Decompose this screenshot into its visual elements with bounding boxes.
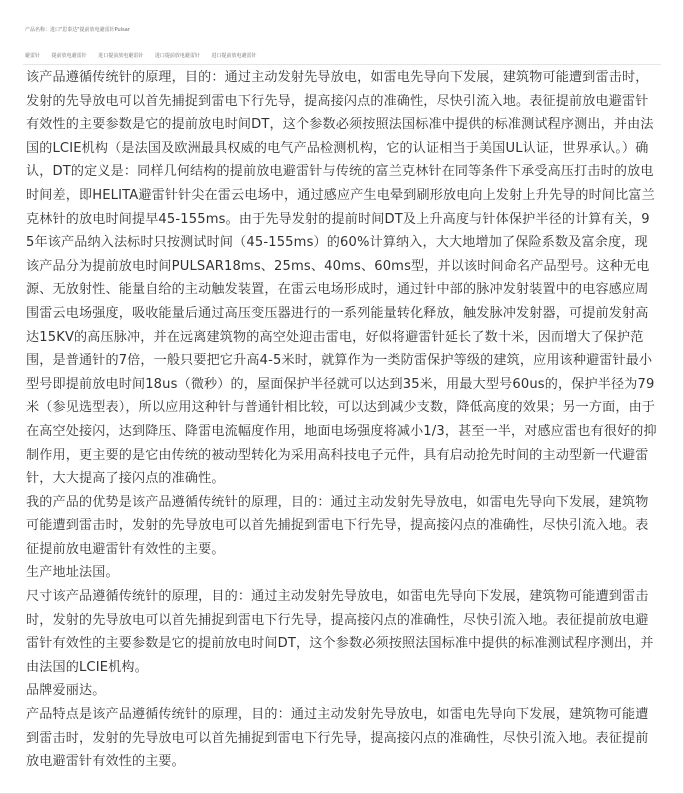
product-name-breadcrumb: 产品名称：进口"思泰达"提前放电避雷针Pulsar (25, 27, 130, 33)
paragraph-size: 尺寸该产品遵循传统针的原理，目的：通过主动发射先导放电，如雷电先导向下发展，建筑物可能遭到雷击时，发射的先导放电可以首先捕捉到雷电下行先导，提高接闪点的准确性，尽快引流入地。表征提前放电避雷针有效性的主要参数是它的提前放电时间DT，这个参数必须按照法国标准中提供的标准测试程序测出，并由法国的LCIE机构。 (26, 589, 654, 675)
paragraph-brand: 品牌爱丽达。 (26, 683, 106, 699)
keyword-tag[interactable]: 提前放电避雷针 (51, 53, 87, 59)
keyword-tag[interactable]: 进口提前放电避雷针 (211, 53, 257, 59)
keyword-tag[interactable]: 进口提前放电避雷针 (98, 53, 144, 59)
keyword-tags (25, 52, 266, 59)
keyword-tag[interactable]: 进口提前放电避雷针 (154, 53, 200, 59)
paragraph-advantage: 我的产品的优势是该产品遵循传统针的原理，目的：通过主动发射先导放电，如雷电先导向下发展，建筑物可能遭到雷击时，发射的先导放电可以首先捕捉到雷电下行先导，提高接闪点的准确性，尽快引流入地。表征提前放电避雷针有效性的主要。 (26, 494, 649, 557)
paragraph-origin: 生产地址法国。 (26, 565, 119, 581)
product-description (26, 66, 658, 774)
header-divider (23, 64, 661, 65)
paragraph-features: 产品特点是该产品遵循传统针的原理，目的：通过主动发射先导放电，如雷电先导向下发展，建筑物可能遭到雷击时，发射的先导放电可以首先捕捉到雷电下行先导，提高接闪点的准确性，尽快引流入地。表征提前放电避雷针有效性的主要。 (26, 707, 649, 770)
keyword-tag[interactable]: 避雷针 (25, 53, 41, 59)
paragraph-principle: 该产品遵循传统针的原理，目的：通过主动发射先导放电，如雷电先导向下发展，建筑物可能遭到雷击时，发射的先导放电可以首先捕捉到雷电下行先导，提高接闪点的准确性，尽快引流入地。表征提前放电避雷针有效性的主要参数是它的提前放电时间DT，这个参数必须按照法国标准中提供的标准测试程序测出，并由法国的LCIE机构（是法国及欧洲最具权威的电气产品检测机构，它的认证相当于美国UL认证，世界承认。）确认，DT的定义是：同样几何结构的提前放电避雷针与传统的富兰克林针在同等条件下承受高压打击时的放电时间差，即HELITA避雷针针尖在雷云电场中，通过感应产生电晕到刷形放电向上发射上升先导的时间比富兰克林针的放电时间提早45-155ms。由于先导发射的提前时间DT及上升高度与针体保护半径的计算有关，95年该产品纳入法标时只按测试时间（45-155ms）的60%计算纳入，大大地增加了保险系数及富余度，现该产品分为提前放电时间PULSAR18ms、25ms、40ms、60ms型，并以该时间命名产品型号。这种无电源、无放射性、能量自给的主动触发装置，在雷云电场形成时，通过针中部的脉冲发射装置中的电容感应周围雷云电场强度，吸收能量后通过高压变压器进行的一系列能量转化释放，触发脉冲发射器，可提前发射高达15KV的高压脉冲，并在远离建筑物的高空处迎击雷电，好似将避雷针延长了数十米，因而增大了保护范围，是普通针的7倍，一般只要把它升高4-5米时，就算作为一类防雷保护等级的建筑，应用该种避雷针最小型号即提前放电时间18us（微秒）的，屋面保护半径就可以达到35米，用最大型号60us的，保护半径为79米（参见选型表），所以应用这种针与普通针相比较，可以达到减少支数，降低高度的效果；另一方面，由于在高空处接闪，达到降压、降雷电流幅度作用，地面电场强度将减小1/3，甚至一半，对感应雷也有很好的抑制作用，更主要的是它由传统的被动型转化为采用高科技电子元件，具有启动抢先时间的主动型新一代避雷针，大大提高了接闪点的准确性。 (26, 70, 657, 487)
